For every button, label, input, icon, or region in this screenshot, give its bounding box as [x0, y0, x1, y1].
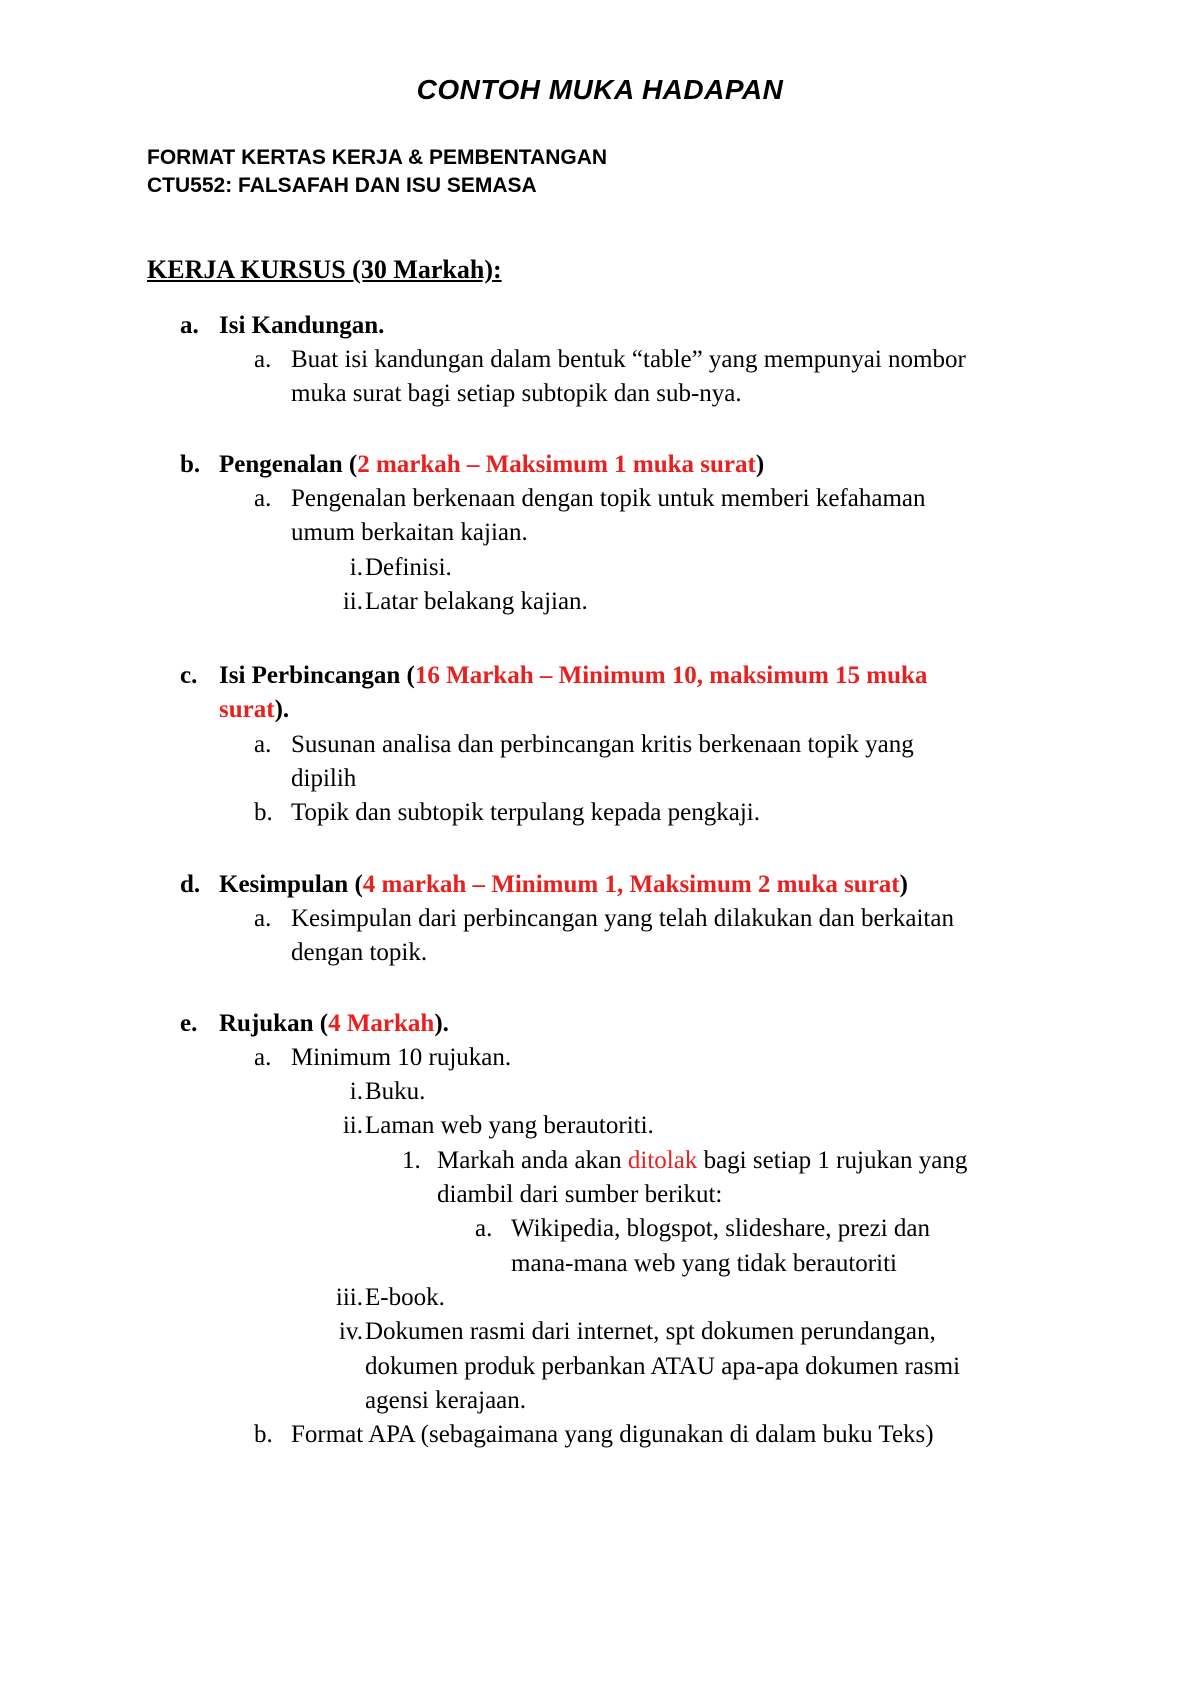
- list-marker: i.: [349, 554, 363, 581]
- list-marker: 1.: [402, 1147, 421, 1174]
- list-item-text: Laman web yang berautoriti.: [365, 1112, 654, 1139]
- list-item-text: Pengenalan berkenaan dengan topik untuk memberi kefahaman: [291, 485, 926, 512]
- list-marker: a.: [254, 731, 272, 758]
- list-marker: iv.: [338, 1318, 363, 1345]
- list-item-text: Buat isi kandungan dalam bentuk “table” yang mempunyai nombor: [291, 346, 966, 373]
- ditolak-text: ditolak: [627, 1147, 698, 1174]
- list-item-text: Definisi.: [365, 554, 452, 581]
- section-c-marker: c.: [180, 662, 198, 689]
- paren-open: (: [348, 451, 358, 478]
- list-marker: i.: [349, 1078, 363, 1105]
- section-e-title-group: [219, 1009, 449, 1039]
- list-item-text: dengan topik.: [291, 939, 428, 966]
- list-item-text: Susunan analisa dan perbincangan kritis berkenaan topik yang: [291, 731, 914, 758]
- list-marker: ii.: [342, 588, 363, 615]
- list-item-text: agensi kerajaan.: [365, 1387, 527, 1414]
- section-b-title-group: [219, 450, 764, 480]
- section-b-marks: 2 markah – Maksimum 1 muka surat: [357, 451, 756, 478]
- section-d-title: Kesimpulan: [219, 871, 349, 898]
- subtitle-format: FORMAT KERTAS KERJA & PEMBENTANGAN: [147, 146, 608, 169]
- paren-close: ): [899, 871, 908, 898]
- section-e-marks: 4 Markah: [328, 1010, 435, 1037]
- section-d-marks: 4 markah – Minimum 1, Maksimum 2 muka surat: [362, 871, 900, 898]
- section-d-marker: d.: [180, 871, 201, 898]
- section-c-marks-cont: surat: [219, 696, 275, 723]
- list-marker: ii.: [342, 1112, 363, 1139]
- list-marker: a.: [475, 1215, 493, 1242]
- list-item-text: Dokumen rasmi dari internet, spt dokumen perundangan,: [365, 1318, 936, 1345]
- list-item-text: umum berkaitan kajian.: [291, 519, 528, 546]
- section-e-marker: e.: [180, 1010, 198, 1037]
- paren-open: (: [406, 662, 415, 689]
- list-marker: a.: [254, 346, 272, 373]
- section-e-heading: [180, 1009, 449, 1039]
- section-a-heading: [180, 311, 385, 341]
- section-b-marker: b.: [180, 451, 201, 478]
- paren-close: ): [755, 451, 765, 478]
- section-d-title-group: [219, 870, 908, 900]
- list-item-text: dokumen produk perbankan ATAU apa-apa dokumen rasmi: [365, 1353, 961, 1380]
- list-marker: a.: [254, 485, 272, 512]
- list-item-text: mana-mana web yang tidak berautoriti: [511, 1250, 897, 1277]
- paren-open: (: [354, 871, 363, 898]
- list-item-text: Format APA (sebagaimana yang digunakan di dalam buku Teks): [291, 1421, 934, 1448]
- section-c-heading-cont: [219, 695, 289, 725]
- section-b-title: Pengenalan: [219, 451, 343, 478]
- section-d-heading: [180, 870, 908, 900]
- section-heading: KERJA KURSUS (30 Markah):: [147, 255, 502, 284]
- section-b-heading: [180, 450, 765, 480]
- paren-close: ).: [434, 1010, 449, 1037]
- paren-close: ).: [274, 696, 290, 723]
- section-c-marks: 16 Markah – Minimum 10, maksimum 15 muka: [414, 662, 928, 689]
- list-item-text: muka surat bagi setiap subtopik dan sub-nya.: [291, 380, 742, 407]
- paren-open: (: [319, 1010, 329, 1037]
- list-item-text: E-book.: [365, 1284, 445, 1311]
- list-marker: b.: [254, 1421, 273, 1448]
- list-marker: iii.: [335, 1284, 363, 1311]
- section-c-heading: [180, 661, 928, 691]
- section-a-marker: a.: [180, 312, 199, 339]
- list-item-text: Topik dan subtopik terpulang kepada pengkaji.: [291, 799, 760, 826]
- subtitle-course: CTU552: FALSAFAH DAN ISU SEMASA: [147, 174, 537, 197]
- section-c-title-group: [219, 661, 927, 691]
- list-item-text: [437, 1146, 967, 1176]
- list-item-text-pre: Markah anda akan: [437, 1147, 622, 1174]
- section-c-title: Isi Perbincangan: [219, 662, 401, 689]
- list-item-text: Wikipedia, blogspot, slideshare, prezi dan: [511, 1215, 931, 1242]
- page-title: CONTOH MUKA HADAPAN: [416, 74, 784, 105]
- list-item-text-post: bagi setiap 1 rujukan yang: [703, 1147, 968, 1174]
- list-item-text: Latar belakang kajian.: [365, 588, 588, 615]
- section-a-title: Isi Kandungan.: [219, 312, 385, 339]
- list-item-text: diambil dari sumber berikut:: [437, 1181, 723, 1208]
- list-marker: a.: [254, 905, 272, 932]
- list-item-text: Kesimpulan dari perbincangan yang telah dilakukan dan berkaitan: [291, 905, 954, 932]
- list-item-text: Buku.: [365, 1078, 426, 1105]
- list-item-text: dipilih: [291, 765, 357, 792]
- list-item-text: Minimum 10 rujukan.: [291, 1044, 512, 1071]
- list-marker: b.: [254, 799, 273, 826]
- list-marker: a.: [254, 1044, 272, 1071]
- section-e-title: Rujukan: [219, 1010, 314, 1037]
